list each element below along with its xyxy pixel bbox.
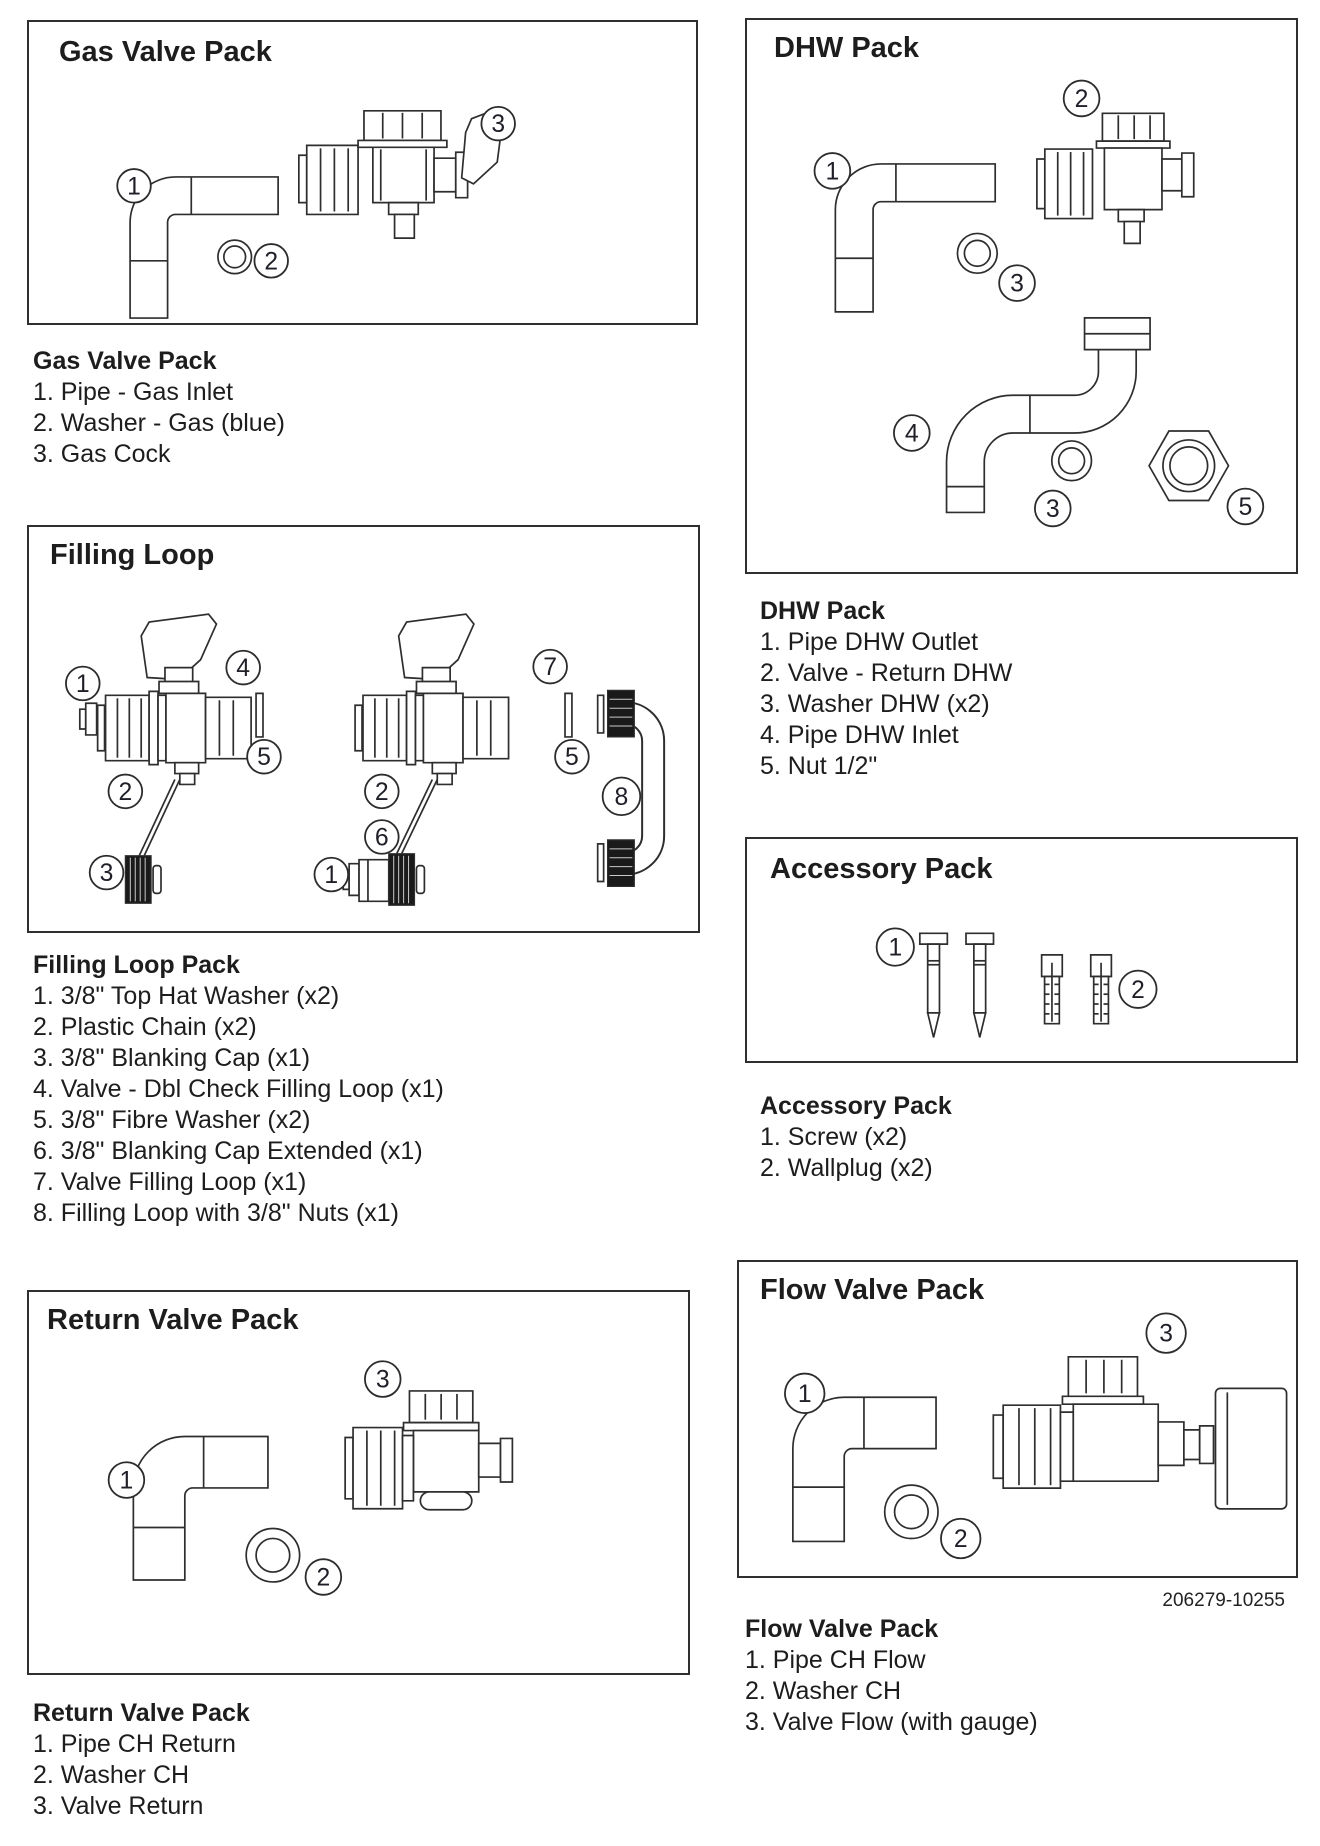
return-valve-pack-list [33, 1698, 250, 1822]
dhw-callout-2 [1064, 81, 1100, 117]
gas-valve-pack-figure-title: Gas Valve Pack [59, 36, 272, 68]
list-item: 2. Washer - Gas (blue) [33, 409, 285, 437]
list-item: 1. Pipe DHW Outlet [760, 628, 979, 656]
valve-return-dhw-drawing [1037, 113, 1194, 243]
dhw-callout-3b [1035, 491, 1071, 527]
svg-text:7: 7 [543, 654, 558, 682]
dhw-callout-1 [815, 153, 851, 189]
list-title: Accessory Pack [760, 1092, 952, 1120]
flow-valve-pack-figure-title: Flow Valve Pack [760, 1274, 985, 1306]
fl-callout-1a [66, 667, 100, 701]
return-valve-pack-drawing [29, 1292, 688, 1673]
svg-text:2: 2 [316, 1564, 331, 1592]
list-item: 5. Nut 1/2" [760, 752, 878, 780]
gas-callout-3 [481, 107, 515, 141]
list-item: 7. Valve Filling Loop (x1) [33, 1168, 307, 1196]
list-item: 1. Screw (x2) [760, 1123, 908, 1151]
list-item: 1. Pipe CH Return [33, 1730, 236, 1758]
valve-flow-with-gauge-drawing [993, 1357, 1286, 1509]
filling-loop-figure-title: Filling Loop [50, 539, 215, 571]
valve-return-drawing [345, 1391, 512, 1510]
fl-callout-1b [314, 858, 348, 892]
gas-valve-pack-list [33, 346, 285, 470]
list-item: 2. Plastic Chain (x2) [33, 1013, 257, 1041]
fl-callout-5b [555, 740, 589, 774]
accessory-pack-list [760, 1091, 952, 1184]
list-item: 6. 3/8" Blanking Cap Extended (x1) [33, 1137, 423, 1165]
dhw-pack-list [760, 596, 1012, 782]
plastic-chain-right-drawing [397, 780, 438, 854]
svg-text:2: 2 [953, 1525, 968, 1553]
svg-text:2: 2 [1074, 85, 1089, 113]
dhw-pack-figure-title: DHW Pack [774, 32, 920, 64]
washer-dhw-2-drawing [1052, 441, 1092, 481]
svg-text:8: 8 [614, 783, 629, 811]
svg-text:1: 1 [127, 173, 141, 201]
list-item: 2. Valve - Return DHW [760, 659, 1013, 687]
svg-text:5: 5 [565, 744, 579, 772]
washer-ch-drawing [885, 1485, 938, 1538]
list-item: 1. Pipe - Gas Inlet [33, 378, 234, 406]
list-title: Gas Valve Pack [33, 347, 217, 375]
nut-half-inch-drawing [1149, 431, 1228, 500]
svg-text:2: 2 [374, 778, 389, 806]
return-callout-1 [109, 1462, 145, 1498]
list-item: 3. Washer DHW (x2) [760, 690, 990, 718]
list-item: 2. Washer CH [33, 1761, 190, 1789]
list-title: Filling Loop Pack [33, 951, 240, 979]
dhw-callout-5 [1227, 489, 1263, 525]
svg-text:6: 6 [374, 824, 389, 852]
pipe-dhw-inlet-drawing [947, 318, 1151, 513]
fl-callout-7 [533, 650, 567, 684]
list-title: DHW Pack [760, 597, 886, 625]
svg-text:3: 3 [375, 1366, 390, 1394]
list-title: Flow Valve Pack [745, 1615, 939, 1643]
svg-text:3: 3 [1045, 495, 1060, 523]
washer-ch-drawing [246, 1529, 299, 1582]
list-item: 3. Valve Flow (with gauge) [745, 1708, 1038, 1736]
dhw-pack-drawing [747, 20, 1296, 572]
svg-text:2: 2 [118, 778, 133, 806]
list-item: 3. Valve Return [33, 1792, 204, 1820]
return-callout-2 [306, 1559, 342, 1595]
svg-text:1: 1 [888, 934, 903, 962]
list-item: 2. Wallplug (x2) [760, 1154, 933, 1182]
fl-callout-5a [247, 740, 281, 774]
filling-loop-drawing [29, 527, 698, 931]
svg-text:3: 3 [1010, 270, 1024, 298]
svg-text:4: 4 [236, 655, 251, 683]
return-valve-pack-figure [27, 1290, 690, 1675]
flow-callout-3 [1146, 1313, 1185, 1352]
flow-valve-pack-drawing [739, 1262, 1296, 1576]
fibre-washer-left-drawing [256, 693, 263, 737]
svg-text:1: 1 [825, 158, 840, 186]
flow-valve-pack-figure [737, 1260, 1298, 1578]
svg-text:4: 4 [904, 420, 919, 448]
fl-callout-4 [226, 651, 260, 685]
flow-valve-pack-list [745, 1614, 1038, 1738]
dhw-callout-3a [999, 265, 1035, 301]
svg-text:5: 5 [1238, 493, 1253, 521]
svg-text:3: 3 [1159, 1320, 1173, 1348]
gas-valve-pack-figure [27, 20, 698, 325]
filling-loop-figure [27, 525, 700, 933]
fl-callout-2a [109, 775, 143, 809]
flow-callout-2 [941, 1519, 980, 1558]
svg-text:1: 1 [324, 862, 339, 890]
fl-callout-2b [365, 775, 399, 809]
svg-text:1: 1 [797, 1380, 812, 1408]
flow-callout-1 [785, 1374, 824, 1413]
plastic-chain-left-drawing [139, 780, 180, 856]
list-item: 2. Washer CH [745, 1677, 902, 1705]
gas-callout-2 [254, 244, 288, 278]
pipe-gas-inlet-drawing [130, 177, 278, 318]
valve-filling-loop-drawing [355, 614, 508, 784]
fl-callout-6 [365, 820, 399, 854]
list-item: 1. Pipe CH Flow [745, 1646, 926, 1674]
svg-text:3: 3 [491, 111, 506, 139]
valve-dbl-check-filling-loop-drawing [98, 614, 251, 784]
svg-text:5: 5 [257, 744, 271, 772]
list-item: 4. Pipe DHW Inlet [760, 721, 959, 749]
accessory-callout-1 [877, 928, 914, 965]
svg-text:2: 2 [1131, 976, 1145, 1004]
accessory-callout-2 [1119, 971, 1156, 1008]
dhw-pack-figure [745, 18, 1298, 574]
washer-dhw-drawing [957, 233, 997, 273]
blanking-cap-drawing [125, 856, 161, 904]
wallplug-drawing [1042, 955, 1112, 1024]
washer-gas-drawing [218, 240, 252, 274]
gas-callout-1 [117, 169, 151, 203]
svg-text:1: 1 [75, 670, 90, 698]
screw-drawing [920, 933, 994, 1037]
fl-callout-8 [603, 778, 641, 816]
list-item: 5. 3/8" Fibre Washer (x2) [33, 1106, 311, 1134]
svg-text:2: 2 [264, 248, 279, 276]
filling-loop-pack-list [33, 950, 444, 1229]
gas-cock-drawing [299, 109, 506, 238]
svg-text:1: 1 [119, 1467, 134, 1495]
blanking-cap-extended-drawing [343, 854, 424, 905]
list-item: 3. Gas Cock [33, 440, 171, 468]
top-hat-washer-left-drawing [80, 703, 97, 735]
fl-callout-3 [90, 856, 124, 890]
list-item: 4. Valve - Dbl Check Filling Loop (x1) [33, 1075, 444, 1103]
accessory-pack-figure-title: Accessory Pack [770, 853, 993, 885]
accessory-pack-figure [745, 837, 1298, 1063]
list-item: 8. Filling Loop with 3/8" Nuts (x1) [33, 1199, 399, 1227]
fibre-washer-right-drawing [565, 693, 572, 737]
list-item: 3. 3/8" Blanking Cap (x1) [33, 1044, 311, 1072]
return-valve-pack-figure-title: Return Valve Pack [47, 1304, 299, 1336]
svg-text:3: 3 [99, 860, 114, 888]
list-title: Return Valve Pack [33, 1699, 250, 1727]
return-callout-3 [365, 1361, 401, 1397]
dhw-callout-4 [894, 415, 930, 451]
list-item: 1. 3/8" Top Hat Washer (x2) [33, 982, 340, 1010]
document-part-number: 206279-10255 [1162, 1590, 1285, 1611]
